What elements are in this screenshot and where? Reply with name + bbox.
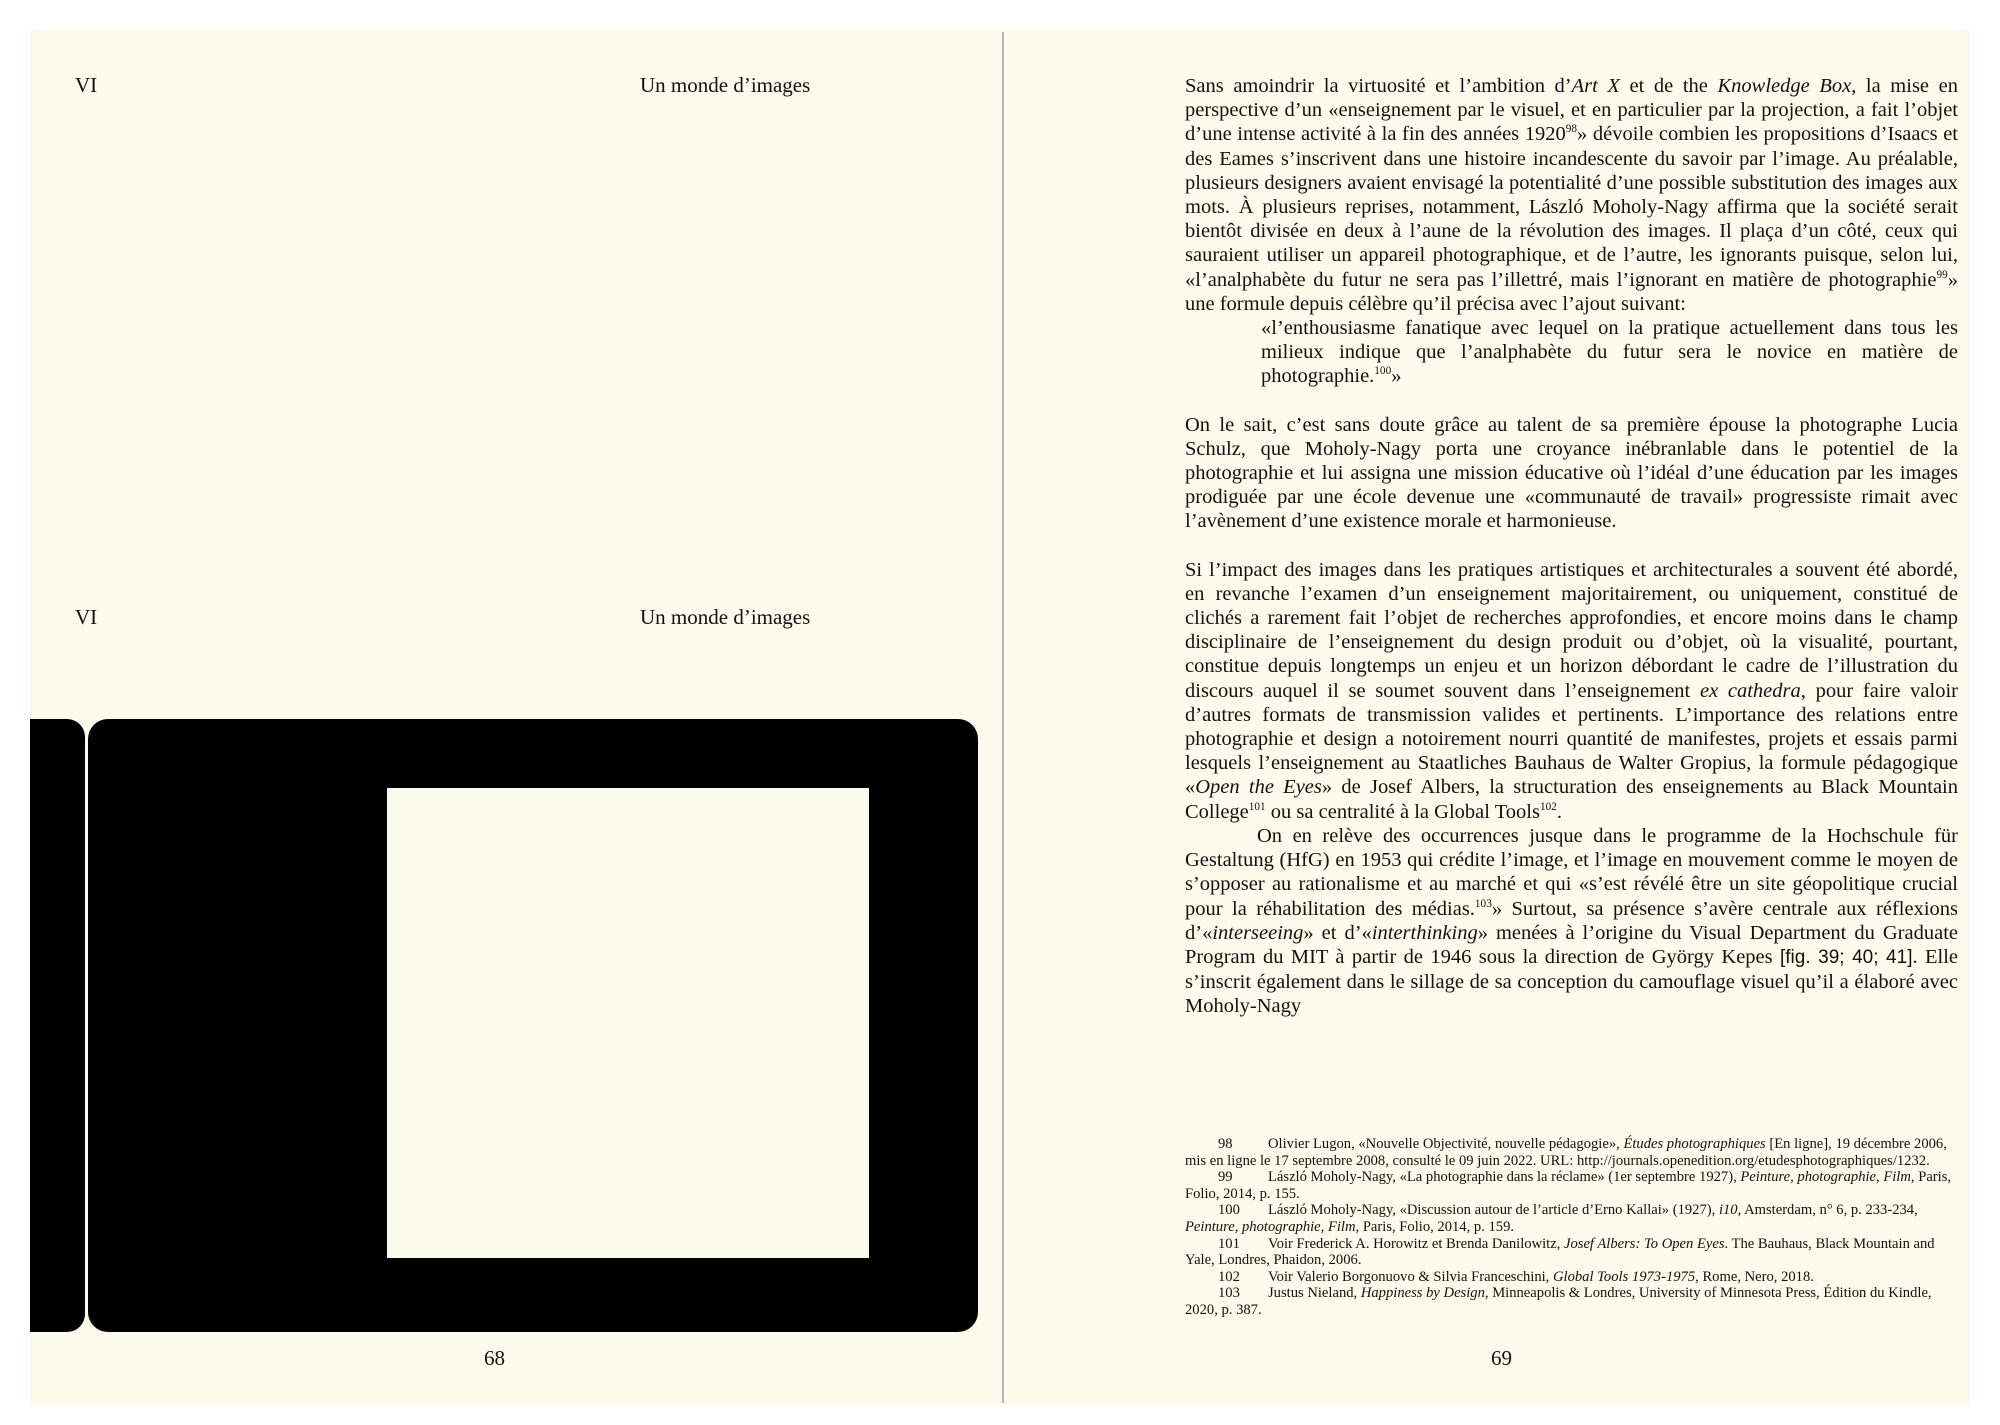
footnote: 100 László Moholy-Nagy, «Discussion autour de l’article d’Erno Kallai» (1927), i10, Amsterdam, n° 6, p. 233-234, Peinture, photographie, Film, Paris, Folio, 2014, p. 159. (1185, 1202, 1918, 1235)
paragraph: On en relève des occurrences jusque dans le programme de la Hochschule für Gestaltung (HfG) en 1953 qui crédite l’image, et l’image en mouvement comme le moyen de s’opposer au rationalisme et au marché et qui «s’est révélé être un site géopolitique crucial pour la réhabilitation des médias.$^{103}$» Surtout, sa présence s’avère centrale aux réflexions d’«interseeing» et d’«interthinking» menées à l’origine du Visual Department du Graduate Program du MIT à partir de 1946 sous la direction de György Kepes [fig. 39; 40; 41]. Elle s’inscrit également dans le sillage de sa conception du camouflage visuel qu’il a élaboré avec Moholy-Nagy (1185, 824, 1958, 1018)
paragraph: Sans amoindrir la virtuosité et l’ambition d’Art X et de the Knowledge Box, la mise en perspective d’un «enseignement par le visuel, et en particulier par la projection, a fait l’objet d’une intense activité à la fin des années 1920$^{98}$» dévoile combien les propositions d’Isaacs et des Eames s’inscrivent dans une histoire incandescente du savoir par l’image. Au préalable, plusieurs designers avaient envisagé la potentialité d’une possible substitution des images aux mots. À plusieurs reprises, notamment, László Moholy-Nagy affirma que la société serait bientôt divisée en deux à l’aune de la révolution des images. Il plaça d’un côté, ceux qui sauraient utiliser un appareil photographique, et de l’autre, les ignorants puisque, selon lui, «l’analphabète du futur ne sera pas l’illettré, mais l’ignorant en matière de photographie$^{99}$» une formule depuis célèbre qu’il précisa avec l’ajout suivant: (1185, 75, 1958, 315)
paragraph: On le sait, c’est sans doute grâce au talent de sa première épouse la photographe Lucia Schulz, que Moholy-Nagy porta une croyance inébranlable dans le potentiel de la photographie et lui assigna une mission éducative où l’idéal d’une éducation par les images prodiguée par une école devenue une «communauté de travail» progressiste rimait avec l’avènement d’une existence morale et harmonieuse. (1185, 413, 1958, 533)
footnote-ref: 103 (1474, 897, 1492, 910)
block-quote: «l’enthousiasme fanatique avec lequel on la pratique actuellement dans tous les milieux indique que l’analphabète du futur sera le novice en matière de photographie.$^{100}$» (1261, 317, 1958, 388)
running-head-title: Un monde d’images (640, 73, 811, 97)
footnote: 102 Voir Valerio Borgonuovo & Silvia Franceschini, Global Tools 1973-1975, Rome, Nero, 2018. (1218, 1268, 1814, 1285)
running-head-title: Un monde d’images (640, 605, 811, 629)
footnote-ref: 100 (1374, 365, 1392, 378)
footnote: 98 Olivier Lugon, «Nouvelle Objectivité, nouvelle pédagogie», Études photographiques [En ligne], 19 décembre 2006, mis en ligne le 17 septembre 2008, consulté le 09 juin 2022. URL: http://journals.openedition.org/etudesphotographiques/1232. (1185, 1136, 1947, 1169)
figure-reference: fig. 39; 40; 41 (1785, 946, 1908, 968)
body-text (1185, 74, 1958, 1019)
book-spread (30, 30, 1970, 1405)
chapter-number: VI (75, 73, 98, 97)
paragraph: Si l’impact des images dans les pratiques artistiques et architecturales a souvent été abordé, en revanche l’examen d’un enseignement majoritairement, ou uniquement, constitué de clichés a rarement fait l’objet de recherches approfondies, et encore moins dans le champ disciplinaire de l’enseignement du design produit ou d’objet, où la visualité, pourtant, constitue depuis longtemps un enjeu et un horizon débordant le cadre de l’illustration du discours auquel il se soumet souvent dans l’enseignement ex cathedra, pour faire valoir d’autres formats de transmission valides et pertinents. L’importance des relations entre photographie et design a notoirement nourri quantité de manifestes, projets et essais parmi lesquels l’enseignement au Staatliches Bauhaus de Walter Gropius, la formule pédagogique «Open the Eyes» de Josef Albers, la structuration des enseignements au Black Mountain College$^{101}$ ou sa centralité à la Global Tools$^{102}$. (1185, 558, 1958, 823)
black-strip-graphic (30, 719, 85, 1332)
chapter-number: VI (75, 605, 98, 629)
page-number-right: 69 (1491, 1346, 1512, 1370)
footnote: 99 László Moholy-Nagy, «La photographie dans la réclame» (1er septembre 1927), Peinture, photographie, Film, Paris, Folio, 2014, p. 155. (1185, 1169, 1952, 1202)
footnote-ref: 99 (1936, 268, 1948, 281)
footnote-ref: 98 (1565, 123, 1578, 136)
footnotes (1185, 1136, 1958, 1319)
footnote-ref: 102 (1539, 800, 1557, 813)
page-number-left: 68 (484, 1346, 505, 1370)
footnote: 103 Justus Nieland, Happiness by Design, Minneapolis & Londres, University of Minnesota Press, Édition du Kindle, 2020, p. 387. (1185, 1285, 1932, 1318)
blank-square-graphic (387, 788, 869, 1258)
gutter-line (1002, 32, 1004, 1403)
footnote-ref: 101 (1248, 800, 1266, 813)
footnote: 101 Voir Frederick A. Horowitz et Brenda Danilowitz, Josef Albers: To Open Eyes. The Bauhaus, Black Mountain and Yale, Londres, Phaidon, 2006. (1185, 1235, 1935, 1269)
